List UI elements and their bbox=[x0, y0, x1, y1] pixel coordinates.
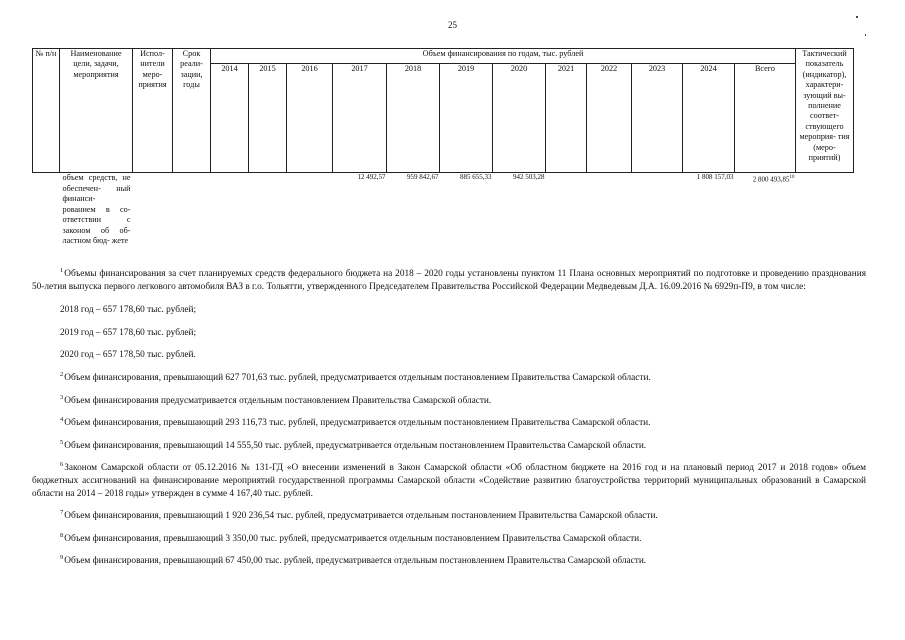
row-name: объем средств, не обеспечен- ный финанси- рованием в со- ответствии с законом об об- ластном бюд- жете bbox=[62, 173, 131, 245]
header-year: 2017 bbox=[333, 64, 387, 173]
header-num: № п/н bbox=[33, 49, 60, 173]
table-row bbox=[33, 173, 854, 247]
row-value: 1 808 157,03 bbox=[696, 173, 734, 181]
header-year: 2020 bbox=[493, 64, 546, 173]
funding-table bbox=[32, 48, 854, 247]
footnote-mark: 5 bbox=[60, 438, 64, 446]
row-value bbox=[249, 173, 287, 247]
row-value bbox=[632, 173, 683, 247]
row-total bbox=[735, 173, 796, 247]
footnote-mark: 9 bbox=[60, 554, 64, 562]
header-total: Всего bbox=[735, 64, 796, 173]
footnote-2 bbox=[60, 372, 866, 385]
funding-year-line: 2018 год – 657 178,60 тыс. рублей; bbox=[60, 305, 197, 316]
header-indicator: Тактический показатель (индикатор), характери- зующий вы- полнение соответ- ствующего мероприя- тия (меро- приятий) bbox=[796, 49, 854, 173]
footnote-9 bbox=[60, 555, 866, 568]
footnote-text: Объем финансирования, превышающий 293 116,73 тыс. рублей, предусматривается отдельным постановлением Правительства Самарской области. bbox=[64, 418, 651, 429]
header-year: 2019 bbox=[440, 64, 493, 173]
row-value: 942 503,28 bbox=[513, 173, 545, 181]
row-value bbox=[211, 173, 249, 247]
row-value bbox=[287, 173, 333, 247]
footnote-text: Объем финансирования, превышающий 3 350,00 тыс. рублей, предусматривается отдельным постановлением Правительства Самарской области. bbox=[64, 533, 642, 544]
row-cell-period bbox=[173, 173, 211, 247]
row-value: 885 655,33 bbox=[460, 173, 492, 181]
footnote-mark: 1 bbox=[60, 267, 64, 274]
footnote-3 bbox=[60, 395, 866, 408]
header-year: 2024 bbox=[683, 64, 735, 173]
footnote-text: Объем финансирования, превышающий 1 920 236,54 тыс. рублей, предусматривается отдельным постановлением Правительства Самарской области. bbox=[64, 511, 658, 522]
header-year: 2022 bbox=[587, 64, 632, 173]
footnote-mark: 4 bbox=[60, 416, 64, 424]
footnote-text: Объем финансирования, превышающий 67 450,00 тыс. рублей, предусматривается отдельным постановлением Правительства Самарской области. bbox=[64, 556, 647, 567]
funding-year-line: 2020 год – 657 178,50 тыс. рублей. bbox=[60, 350, 196, 361]
scan-speck bbox=[865, 34, 866, 36]
row-cell-indicator bbox=[796, 173, 854, 247]
footnotes bbox=[32, 267, 866, 568]
row-value: 959 842,67 bbox=[407, 173, 439, 181]
header-year: 2015 bbox=[249, 64, 287, 173]
header-executor: Испол- нители меро- приятия bbox=[133, 49, 173, 173]
footnote-mark: 6 bbox=[60, 461, 64, 469]
footnote-text: Объем финансирования, превышающий 14 555,50 тыс. рублей, предусматривается отдельным постановлением Правительства Самарской области. bbox=[64, 440, 647, 451]
footnote-4 bbox=[60, 417, 866, 430]
funding-year-line: 2019 год – 657 178,60 тыс. рублей; bbox=[60, 327, 197, 338]
footnote-mark: 7 bbox=[60, 509, 64, 517]
footnote-7 bbox=[60, 510, 866, 523]
footnote-8 bbox=[60, 533, 866, 546]
header-year: 2018 bbox=[387, 64, 440, 173]
footnote-mark: 2 bbox=[60, 370, 64, 378]
row-cell-executor bbox=[133, 173, 173, 247]
footnote-text: Объем финансирования, превышающий 627 701,63 тыс. рублей, предусматривается отдельным постановлением Правительства Самарской области. bbox=[64, 372, 651, 383]
page-number: 25 bbox=[448, 20, 457, 30]
footnote-text: Объем финансирования предусматривается отдельным постановлением Правительства Самарской области. bbox=[64, 395, 492, 406]
header-period: Срок реали- зации, годы bbox=[173, 49, 211, 173]
footnote-text: Объемы финансирования за счет планируемых средств федерального бюджета на 2018 – 2020 годы установлены пунктом 11 Плана основных мероприятий по подготовке и проведению празднования 50-летия выпуска первого легкового автомобиля ВАЗ в г.о. Тольятти, утвержденного Председателем Правительства Российской Федерации Медведевым Д.А. 16.09.2016 № 6929п-П9, в том числе: bbox=[32, 269, 866, 292]
scan-speck bbox=[856, 16, 858, 18]
footnote-5 bbox=[60, 440, 866, 453]
header-year: 2021 bbox=[546, 64, 587, 173]
footnote-text: Законом Самарской области от 05.12.2016 № 131-ГД «О внесении изменений в Закон Самарской области «Об областном бюджете на 2016 год и на плановый период 2017 и 2018 годов» объем бюджетных ассигнований на финансирование мероприятий государственной программы Самарской области «Содействие развитию благоустройства территорий муниципальных образований в Самарской области на 2014 – 2018 годы» утвержден в сумме 4 167,40 тыс. рублей. bbox=[32, 463, 866, 499]
footnote-mark: 8 bbox=[60, 531, 64, 539]
header-funding-group: Объем финансирования по годам, тыс. рублей bbox=[211, 49, 796, 64]
row-value: 12 492,57 bbox=[357, 173, 386, 181]
header-year: 2014 bbox=[211, 64, 249, 173]
header-name: Наименование цели, задачи, мероприятия bbox=[60, 49, 133, 173]
row-total-note: 10 bbox=[789, 175, 795, 180]
footnote-mark: 3 bbox=[60, 393, 64, 401]
row-value bbox=[546, 173, 587, 247]
row-total-value: 2 800 493,85 bbox=[752, 175, 790, 184]
footnote-1 bbox=[32, 268, 866, 293]
header-year: 2016 bbox=[287, 64, 333, 173]
header-year: 2023 bbox=[632, 64, 683, 173]
footnote-6 bbox=[32, 462, 866, 500]
row-value bbox=[587, 173, 632, 247]
